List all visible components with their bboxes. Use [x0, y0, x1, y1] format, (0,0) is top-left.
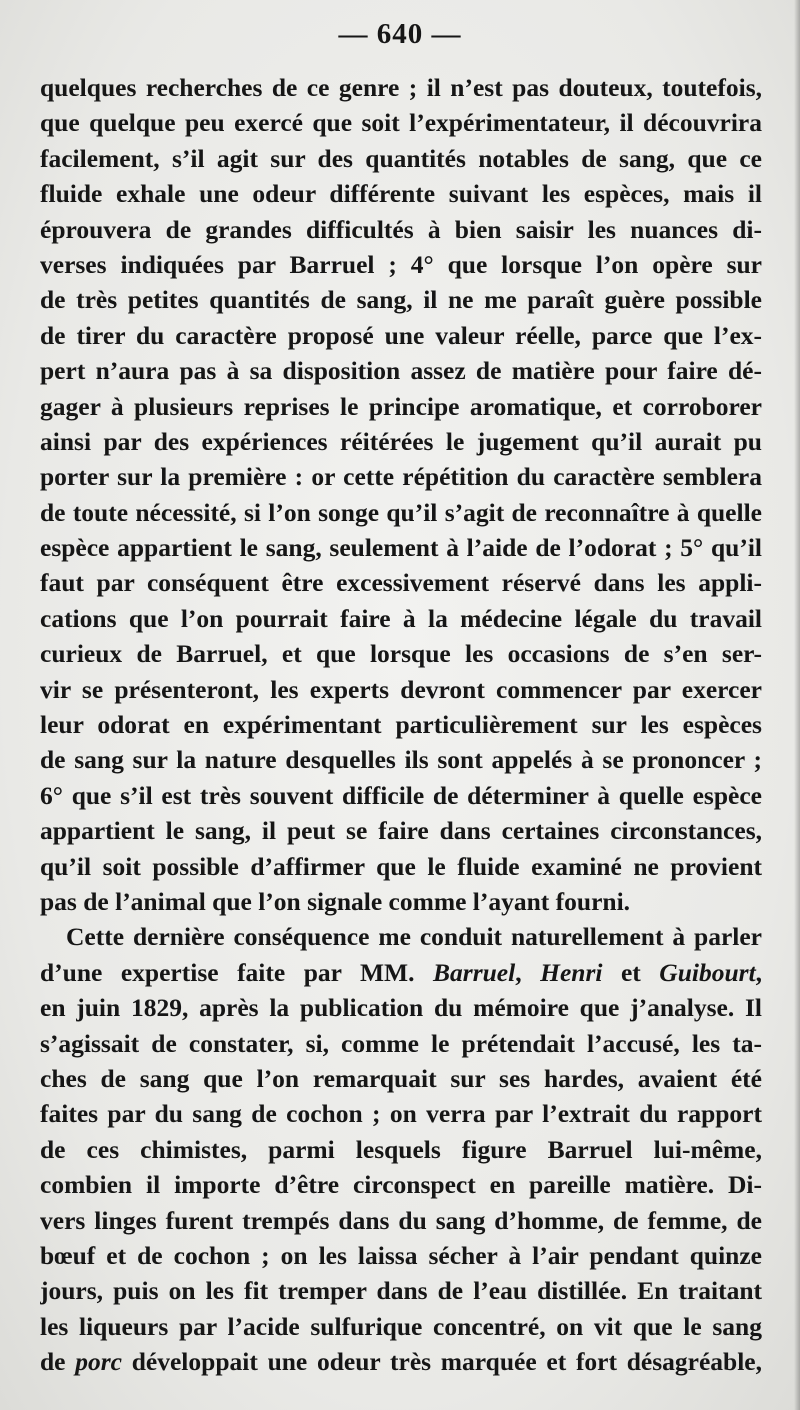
text-line: quelques recherches de ce genre ; il n’est pas douteux, toutefois,	[40, 73, 762, 102]
text-line: pas de l’animal que l’on signale comme l’ayant fourni.	[40, 886, 631, 916]
text-line-with-italic	[40, 1344, 762, 1379]
text-line: vir se présenteront, les experts devront commencer par exercer	[40, 674, 762, 704]
text-line: bœuf et de cochon ; on les laissa sécher à l’air pendant quinze	[40, 1240, 762, 1270]
text-line: porter sur la première : or cette répétition du caractère semblera	[40, 462, 762, 492]
name-guibourt: Guibourt	[659, 957, 756, 987]
text-fragment: de	[40, 1347, 76, 1377]
page-edge-shadow	[794, 0, 800, 1410]
text-line: leur odorat en expérimentant particulièrement sur les espèces	[40, 710, 762, 740]
paragraph-2	[40, 919, 762, 1379]
text-line: de sang sur la nature desquelles ils sont appelés à se prononcer ;	[40, 745, 762, 775]
text-fragment: et	[602, 957, 660, 987]
text-line: les liqueurs par l’acide sulfurique concentré, on vit que le sang	[40, 1311, 762, 1341]
text-line: facilement, s’il agit sur des quantités notables de sang, que ce	[40, 143, 762, 173]
text-line: ches de sang que l’on remarquait sur ses hardes, avaient été	[40, 1063, 762, 1093]
page-number: — 640 —	[338, 18, 462, 50]
name-henri: Henri	[540, 957, 603, 987]
body-text	[40, 70, 762, 1379]
text-line: cations que l’on pourrait faire à la médecine légale du travail	[40, 603, 762, 633]
text-line: de très petites quantités de sang, il ne me paraît guère possible	[40, 285, 762, 315]
text-line-with-names	[40, 955, 762, 990]
text-line: appartient le sang, il peut se faire dans certaines circonstances,	[40, 816, 762, 846]
text-fragment: ,	[755, 957, 762, 987]
text-line: de ces chimistes, parmi lesquels figure Barruel lui-même,	[40, 1134, 762, 1164]
text-line: de toute nécessité, si l’on songe qu’il s’agit de reconnaître à quelle	[40, 497, 762, 527]
name-barruel: Barruel	[433, 957, 516, 987]
text-line: faites par du sang de cochon ; on verra par l’extrait du rapport	[40, 1099, 762, 1129]
text-fragment: d’une expertise faite par MM.	[40, 957, 434, 987]
text-line: fluide exhale une odeur différente suivant les espèces, mais il	[40, 179, 762, 209]
word-porc: porc	[75, 1347, 122, 1377]
text-line: combien il importe d’être circonspect en pareille matière. Di-	[40, 1170, 762, 1200]
text-fragment: développait une odeur très marquée et fort désagréable,	[122, 1347, 762, 1377]
text-line: en juin 1829, après la publication du mémoire que j’analyse. Il	[40, 993, 762, 1023]
text-line: Cette dernière conséquence me conduit naturellement à parler	[66, 922, 762, 952]
text-line: faut par conséquent être excessivement réservé dans les appli-	[40, 568, 762, 598]
text-line: s’agissait de constater, si, comme le prétendait l’accusé, les ta-	[40, 1028, 762, 1058]
text-line: espèce appartient le sang, seulement à l’aide de l’odorat ; 5° qu’il	[40, 533, 762, 563]
text-line: de tirer du caractère proposé une valeur réelle, parce que l’ex-	[40, 320, 762, 350]
text-line: gager à plusieurs reprises le principe aromatique, et corroborer	[40, 391, 762, 421]
text-line: qu’il soit possible d’affirmer que le fluide examiné ne provient	[40, 851, 762, 881]
text-line: vers linges furent trempés dans du sang d’homme, de femme, de	[40, 1205, 762, 1235]
text-line: verses indiquées par Barruel ; 4° que lorsque l’on opère sur	[40, 249, 762, 279]
text-line: 6° que s’il est très souvent difficile de déterminer à quelle espèce	[40, 780, 762, 810]
paragraph-1	[40, 70, 762, 919]
text-line: que quelque peu exercé que soit l’expérimentateur, il découvrira	[40, 108, 762, 138]
text-line: pert n’aura pas à sa disposition assez de matière pour faire dé-	[40, 356, 762, 386]
text-line: curieux de Barruel, et que lorsque les occasions de s’en ser-	[40, 639, 762, 669]
text-line: ainsi par des expériences réitérées le jugement qu’il aurait pu	[40, 426, 762, 456]
text-fragment: ,	[515, 957, 541, 987]
text-line: jours, puis on les fit tremper dans de l’eau distillée. En traitant	[40, 1276, 762, 1306]
text-line: éprouvera de grandes difficultés à bien saisir les nuances di-	[40, 214, 762, 244]
